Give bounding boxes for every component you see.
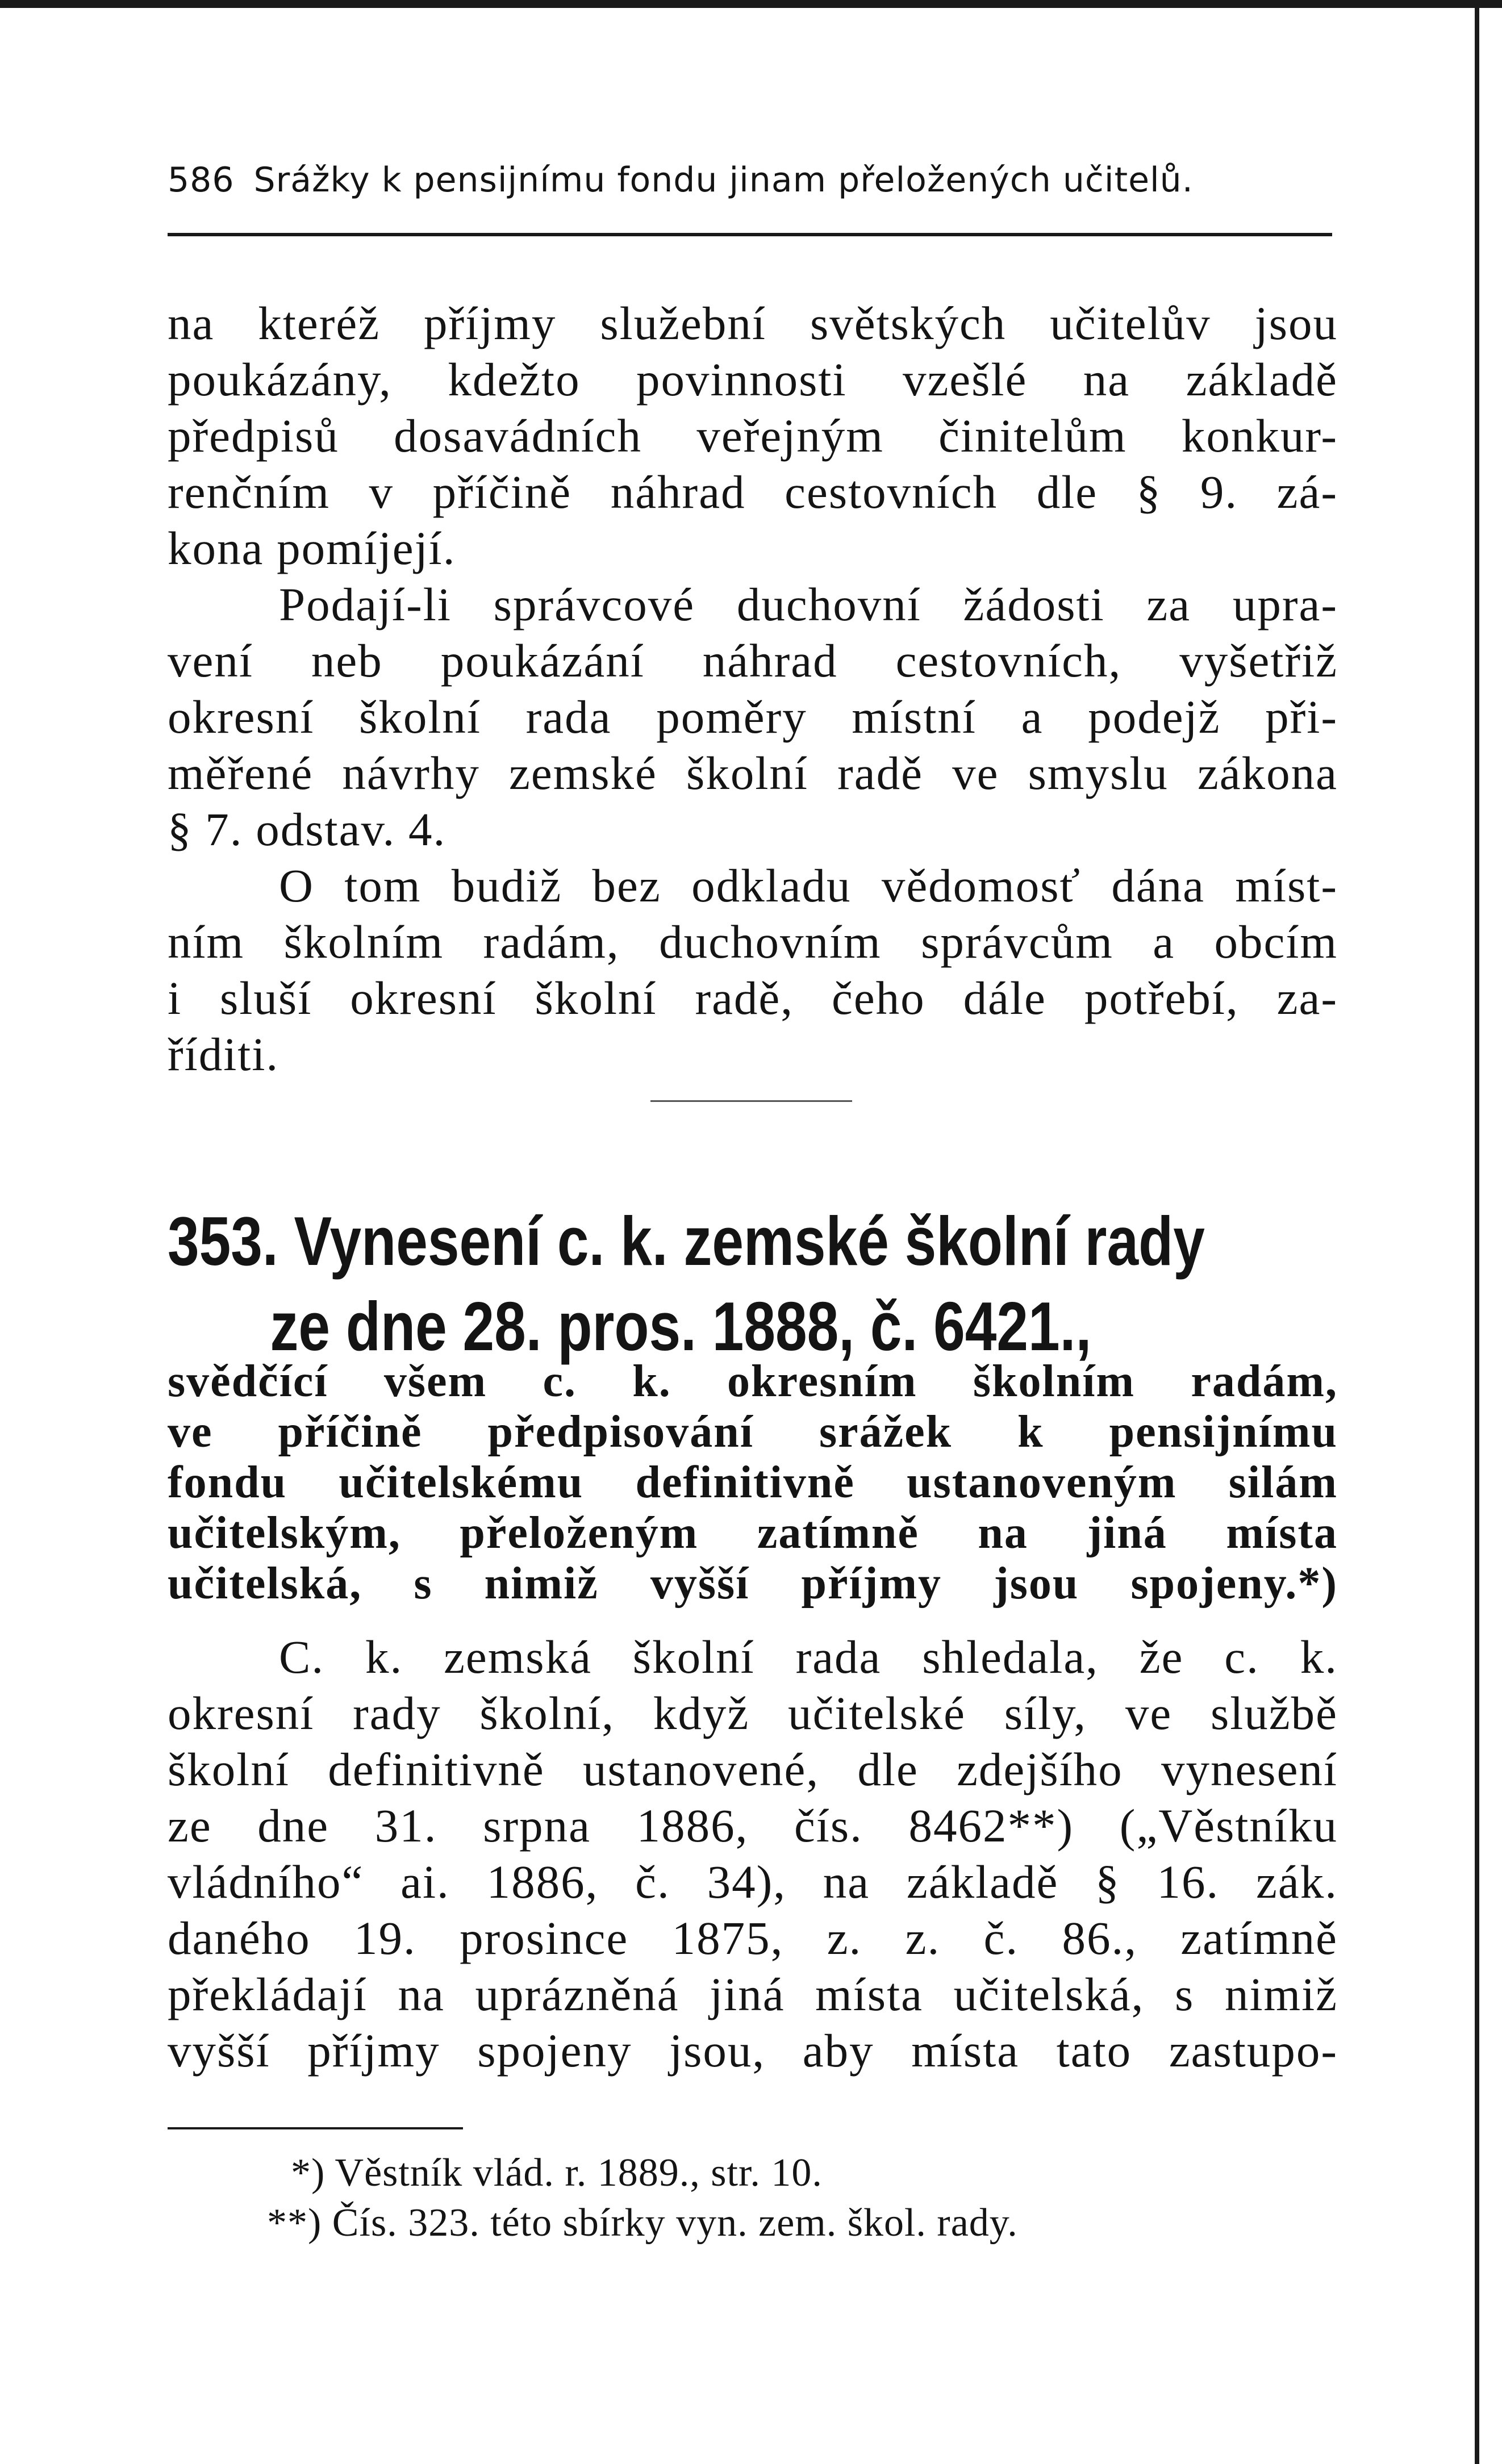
- decree-title-line-2: ze dne 28. pros. 1888, č. 6421.,: [270, 1288, 1092, 1365]
- footnote-2: **) Čís. 323. této sbírky vyn. zem. škol. rady.: [267, 2201, 1018, 2245]
- text-line: na kteréž příjmy služební světských učitelův jsou: [168, 297, 1338, 349]
- text-line: ním školním radám, duchovním správcům a obcím: [168, 916, 1338, 968]
- text-line: renčním v příčině náhrad cestovních dle § 9. zá-: [168, 466, 1338, 518]
- text-line: předpisů dosavádních veřejným činitelům konkur-: [168, 410, 1338, 462]
- text-line: překládají na uprázněná jiná místa učitelská, s nimiž: [168, 1968, 1338, 2020]
- text-line: okresní školní rada poměry místní a podejž při-: [168, 691, 1338, 743]
- text-line: vládního“ ai. 1886, č. 34), na základě § 16. zák.: [168, 1856, 1338, 1908]
- text-line: vení neb poukázání náhrad cestovních, vyšetřiž: [168, 634, 1338, 687]
- text-line: školní definitivně ustanovené, dle zdejšího vynesení: [168, 1743, 1338, 1795]
- footnote-rule: [168, 2127, 463, 2129]
- footnote-1: *) Věstník vlád. r. 1889., str. 10.: [291, 2151, 823, 2195]
- text-line: vyšší příjmy spojeny jsou, aby místa tato zastupo-: [168, 2024, 1338, 2077]
- text-line: § 7. odstav. 4.: [168, 803, 447, 855]
- scan-edge-right: [1475, 0, 1479, 2464]
- text-line: O tom budiž bez odkladu vědomosť dána míst-: [279, 859, 1338, 912]
- subtitle-line: svědčící všem c. k. okresním školním radám,: [168, 1356, 1338, 1406]
- text-line: kona pomíjejí.: [168, 522, 456, 574]
- running-header: [168, 160, 1332, 200]
- running-title: Srážky k pensijnímu fondu jinam přeložených učitelů.: [253, 160, 1194, 200]
- subtitle-line: ve příčině předpisování srážek k pensijnímu: [168, 1407, 1338, 1457]
- footnotes: [267, 2148, 1346, 2248]
- text-line: měřené návrhy zemské školní radě ve smyslu zákona: [168, 747, 1338, 799]
- text-line: okresní rady školní, když učitelské síly, ve službě: [168, 1687, 1338, 1739]
- decree-title: [168, 1198, 1338, 1369]
- text-line: Podají-li správcové duchovní žádosti za upra-: [279, 578, 1338, 630]
- decree-subtitle: [168, 1356, 1338, 1609]
- text-line: daného 19. prosince 1875, z. z. č. 86., zatímně: [168, 1912, 1338, 1964]
- section-divider: [650, 1100, 852, 1102]
- text-line: ze dne 31. srpna 1886, čís. 8462**) („Věstníku: [168, 1799, 1338, 1852]
- subtitle-line: učitelským, přeloženým zatímně na jiná místa: [168, 1508, 1338, 1558]
- subtitle-line: učitelská, s nimiž vyšší příjmy jsou spojeny.*): [168, 1559, 1338, 1609]
- subtitle-line: fondu učitelskému definitivně ustanoveným silám: [168, 1457, 1338, 1507]
- text-line: říditi.: [168, 1028, 279, 1080]
- decree-title-line-1: 353. Vynesení c. k. zemské školní rady: [168, 1202, 1205, 1280]
- paragraph-block-2: [168, 1629, 1338, 2079]
- header-rule: [168, 233, 1332, 236]
- paragraph-block-1: [168, 295, 1338, 1083]
- scan-edge-top: [0, 0, 1502, 8]
- page-number: 586: [168, 160, 235, 200]
- text-line: C. k. zemská školní rada shledala, že c. k.: [279, 1631, 1338, 1683]
- text-line: i sluší okresní školní radě, čeho dále potřebí, za-: [168, 972, 1338, 1024]
- text-line: poukázány, kdežto povinnosti vzešlé na základě: [168, 353, 1338, 406]
